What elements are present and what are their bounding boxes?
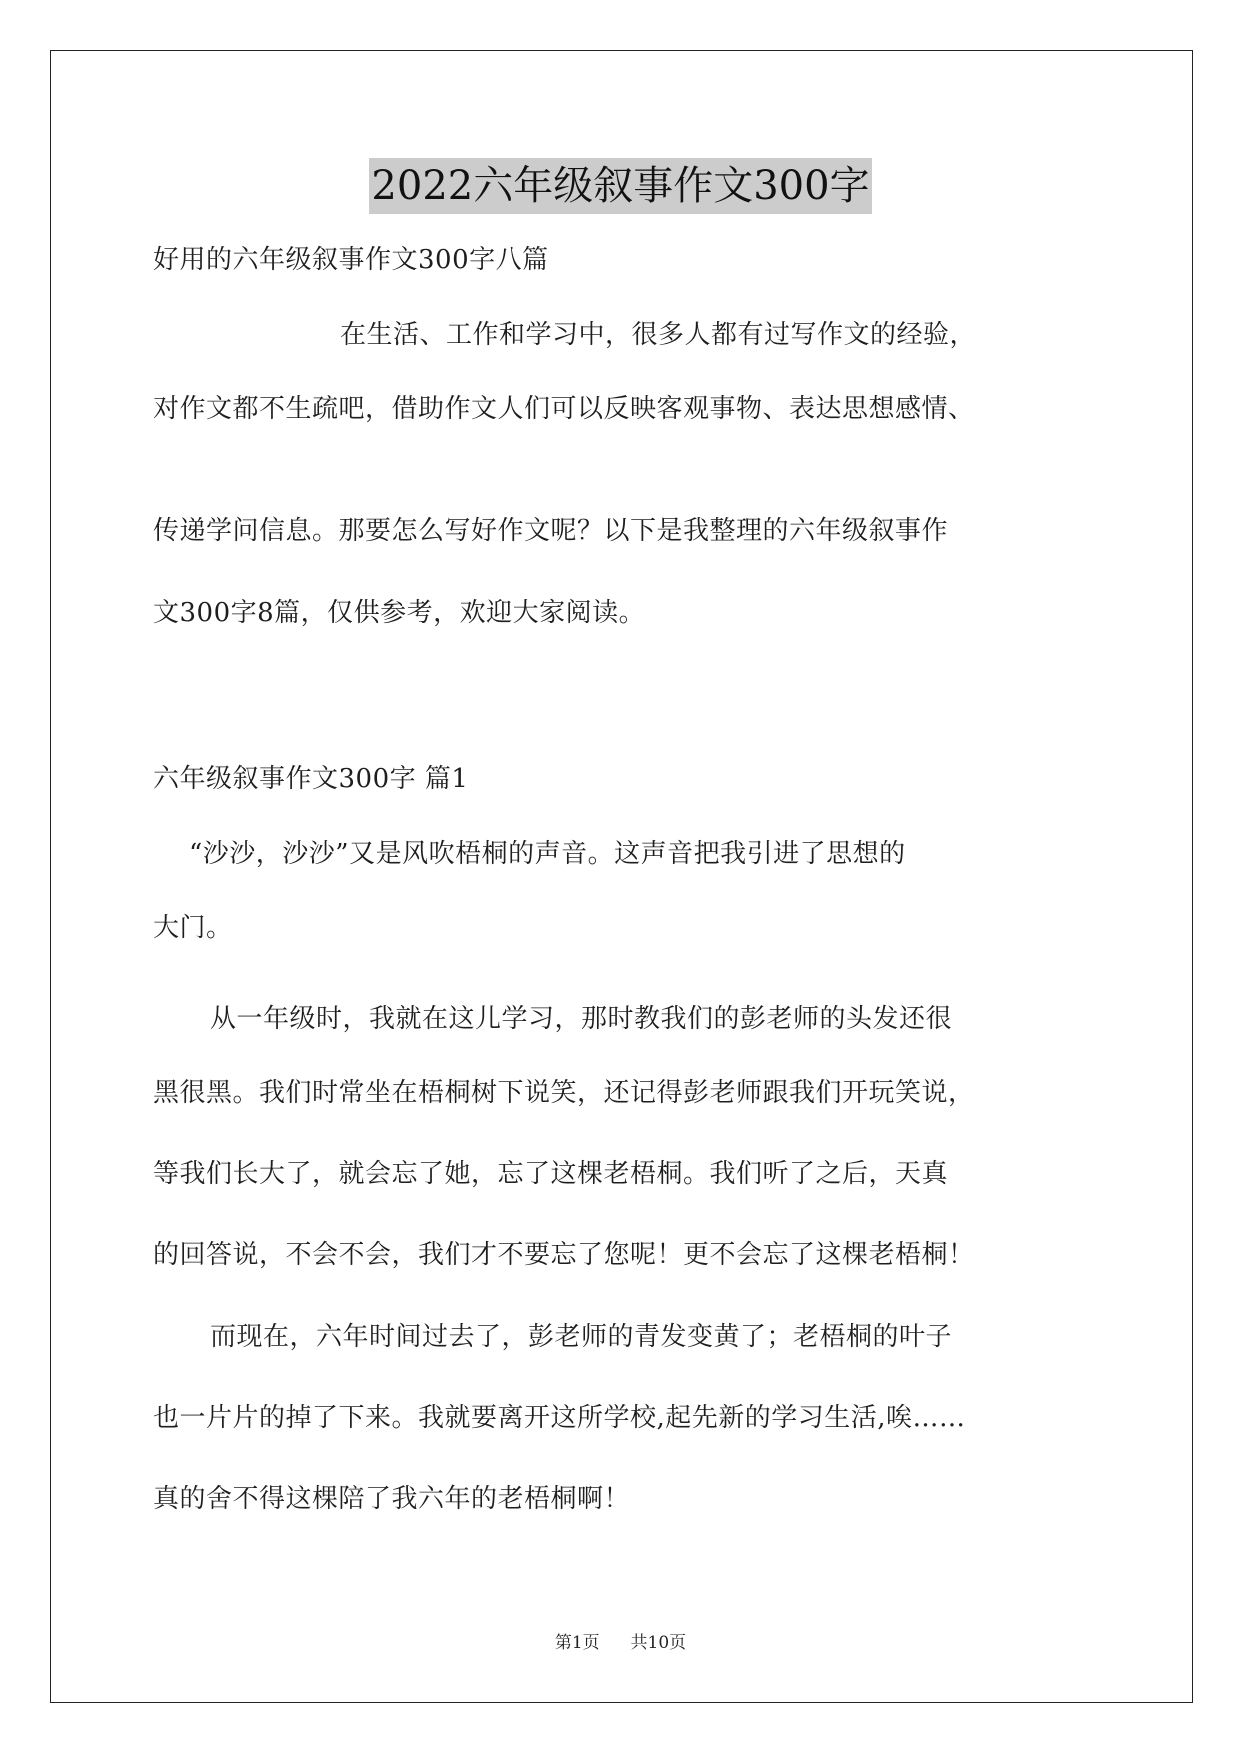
body-line-8: 也一片片的掉了下来。我就要离开这所学校,起先新的学习生活,唉…… bbox=[153, 1403, 966, 1433]
intro-line-1: 在生活、工作和学习中，很多人都有过写作文的经验， bbox=[340, 320, 977, 350]
body-line-7: 而现在，六年时间过去了，彭老师的青发变黄了；老梧桐的叶子 bbox=[210, 1322, 953, 1352]
section-heading: 六年级叙事作文300字 篇1 bbox=[153, 764, 469, 794]
body-line-4: 黑很黑。我们时常坐在梧桐树下说笑，还记得彭老师跟我们开玩笑说， bbox=[153, 1078, 975, 1108]
document-subtitle: 好用的六年级叙事作文300字八篇 bbox=[153, 245, 549, 275]
document-title: 2022六年级叙事作文300字 bbox=[369, 158, 871, 214]
body-line-5: 等我们长大了，就会忘了她，忘了这棵老梧桐。我们听了之后，天真 bbox=[153, 1159, 949, 1189]
body-line-2: 大门。 bbox=[153, 913, 233, 943]
body-line-9: 真的舍不得这棵陪了我六年的老梧桐啊！ bbox=[153, 1484, 631, 1514]
intro-line-2: 对作文都不生疏吧，借助作文人们可以反映客观事物、表达思想感情、 bbox=[153, 394, 975, 424]
page-total: 共10页 bbox=[630, 1633, 687, 1653]
page-border bbox=[50, 50, 1193, 1703]
title-container bbox=[0, 158, 1241, 214]
body-line-3: 从一年级时，我就在这儿学习，那时教我们的彭老师的头发还很 bbox=[210, 1004, 953, 1034]
page-footer bbox=[0, 1628, 1241, 1653]
body-line-1: “沙沙，沙沙”又是风吹梧桐的声音。这声音把我引进了思想的 bbox=[189, 839, 906, 869]
intro-line-3: 传递学问信息。那要怎么写好作文呢？以下是我整理的六年级叙事作 bbox=[153, 516, 949, 546]
body-line-6: 的回答说，不会不会，我们才不要忘了您呢！更不会忘了这棵老梧桐！ bbox=[153, 1240, 975, 1270]
page-number: 第1页 bbox=[554, 1633, 600, 1653]
intro-line-4: 文300字8篇，仅供参考，欢迎大家阅读。 bbox=[153, 598, 646, 628]
